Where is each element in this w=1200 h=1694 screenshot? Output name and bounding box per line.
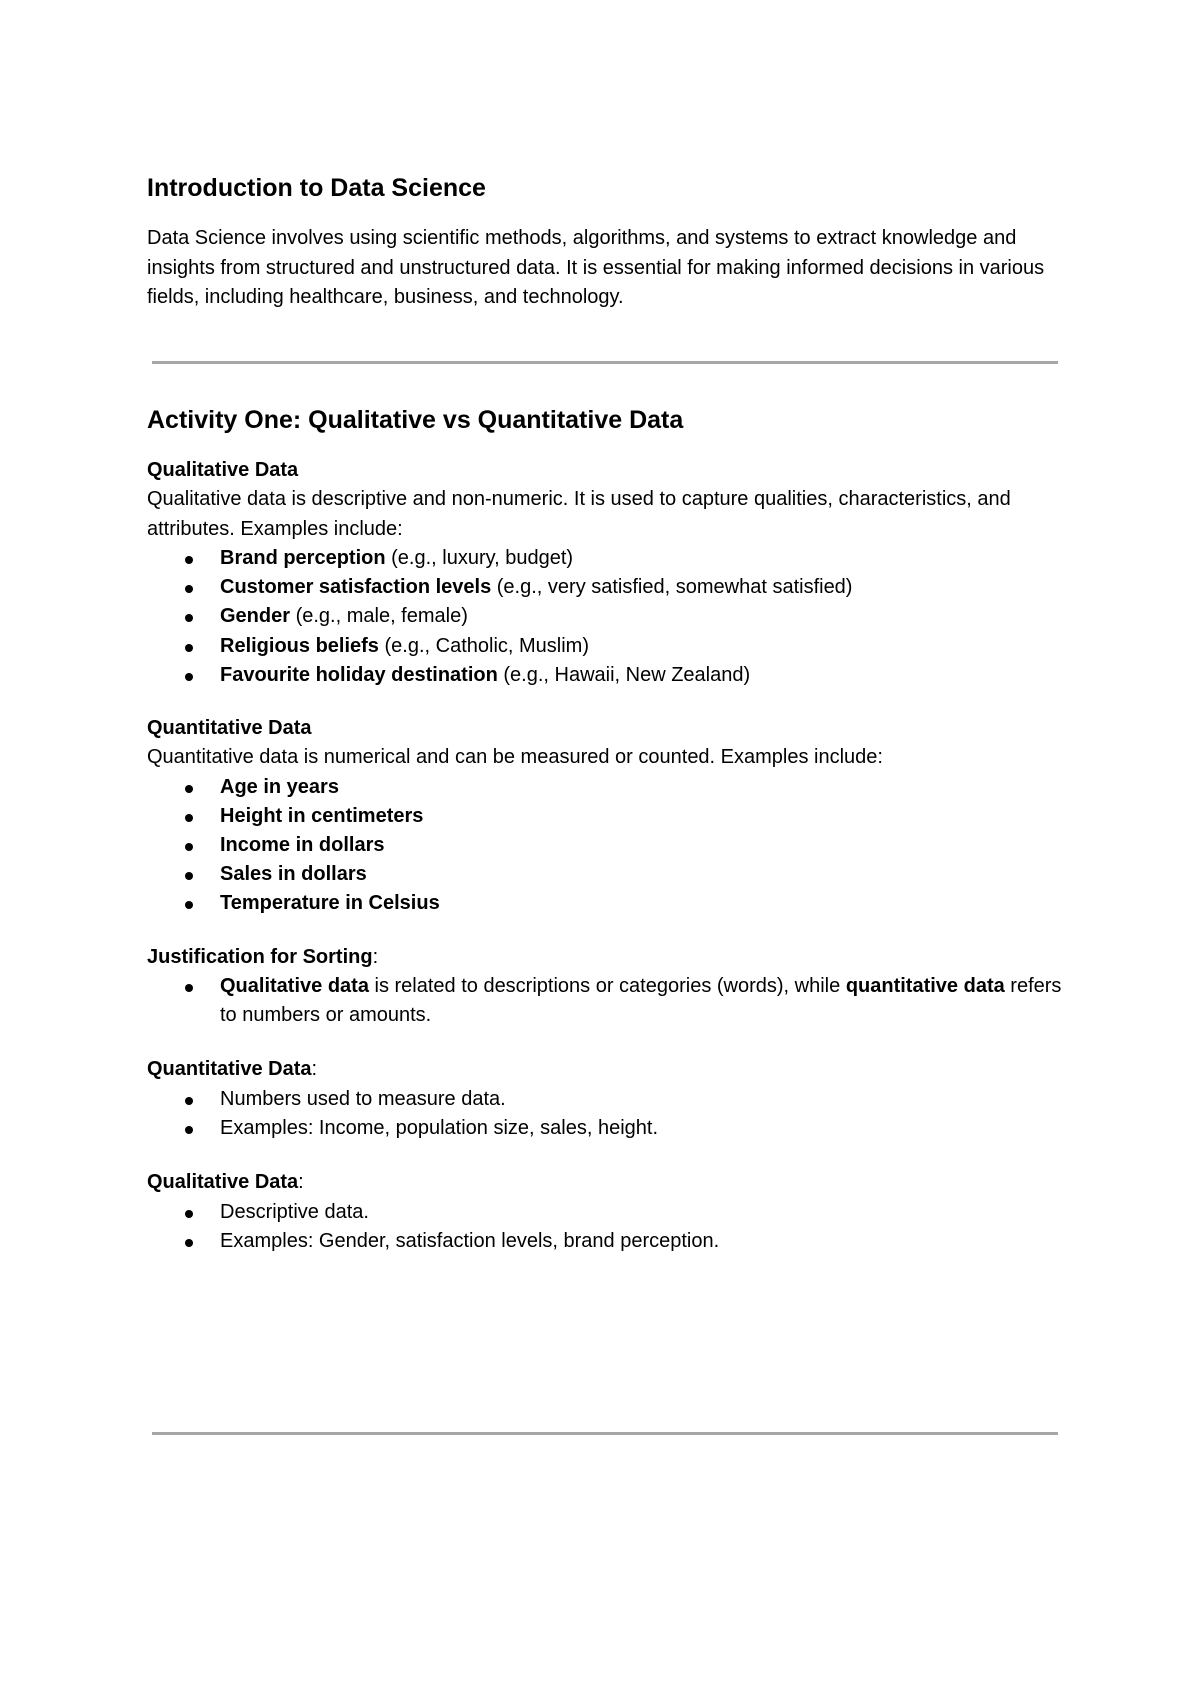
bullet-icon [185, 1126, 193, 1134]
list-item: Gender (e.g., male, female) [147, 602, 1062, 631]
list-item: Numbers used to measure data. [147, 1085, 1062, 1114]
bullet-icon [185, 585, 193, 593]
list-item: Examples: Income, population size, sales, height. [147, 1114, 1062, 1143]
list-item: Age in years [147, 773, 1062, 802]
quantitative-examples-list [147, 773, 1062, 919]
bullet-icon [185, 814, 193, 822]
list-item: Brand perception (e.g., luxury, budget) [147, 544, 1062, 573]
list-item: Qualitative data is related to descriptions or categories (words), while quantitative data refers to numbers or amounts. [147, 972, 1062, 1030]
quantitative-summary-heading: Quantitative Data: [147, 1058, 318, 1081]
bullet-icon [185, 901, 193, 909]
horizontal-rule-top [152, 361, 1058, 364]
bullet-icon [185, 872, 193, 880]
qualitative-description: Qualitative data is descriptive and non-numeric. It is used to capture qualities, characteristics, and attributes. Examples include: [147, 488, 1011, 540]
activity-title: Activity One: Qualitative vs Quantitative Data [147, 406, 684, 434]
list-item: Income in dollars [147, 831, 1062, 860]
intro-paragraph: Data Science involves using scientific methods, algorithms, and systems to extract knowledge and insights from structured and unstructured data. It is essential for making informed decisions in various fields, including healthcare, business, and technology. [147, 227, 1045, 308]
bullet-icon [185, 673, 193, 681]
activity-section [147, 402, 1062, 1256]
list-item: Examples: Gender, satisfaction levels, brand perception. [147, 1227, 1062, 1256]
list-item: Sales in dollars [147, 860, 1062, 889]
list-item: Religious beliefs (e.g., Catholic, Muslim) [147, 632, 1062, 661]
list-item: Height in centimeters [147, 802, 1062, 831]
bullet-icon [185, 556, 193, 564]
qualitative-summary-list [147, 1198, 1062, 1256]
qualitative-summary-heading: Qualitative Data: [147, 1171, 304, 1194]
quantitative-summary-list [147, 1085, 1062, 1143]
intro-title: Introduction to Data Science [147, 174, 486, 202]
bullet-icon [185, 984, 193, 992]
list-item: Favourite holiday destination (e.g., Hawaii, New Zealand) [147, 661, 1062, 690]
bullet-icon [185, 843, 193, 851]
bullet-icon [185, 614, 193, 622]
justification-heading: Justification for Sorting: [147, 945, 379, 968]
bullet-icon [185, 1097, 193, 1105]
intro-section [147, 170, 1057, 313]
bullet-icon [185, 644, 193, 652]
horizontal-rule-bottom [152, 1432, 1058, 1435]
list-item: Temperature in Celsius [147, 889, 1062, 918]
qualitative-heading: Qualitative Data [147, 459, 299, 481]
quantitative-heading: Quantitative Data [147, 717, 312, 740]
justification-list [147, 972, 1062, 1030]
list-item: Customer satisfaction levels (e.g., very satisfied, somewhat satisfied) [147, 573, 1062, 602]
quantitative-description: Quantitative data is numerical and can be measured or counted. Examples include: [147, 746, 883, 769]
bullet-icon [185, 1239, 193, 1247]
qualitative-examples-list [147, 544, 1062, 690]
list-item: Descriptive data. [147, 1198, 1062, 1227]
bullet-icon [185, 1210, 193, 1218]
bullet-icon [185, 785, 193, 793]
